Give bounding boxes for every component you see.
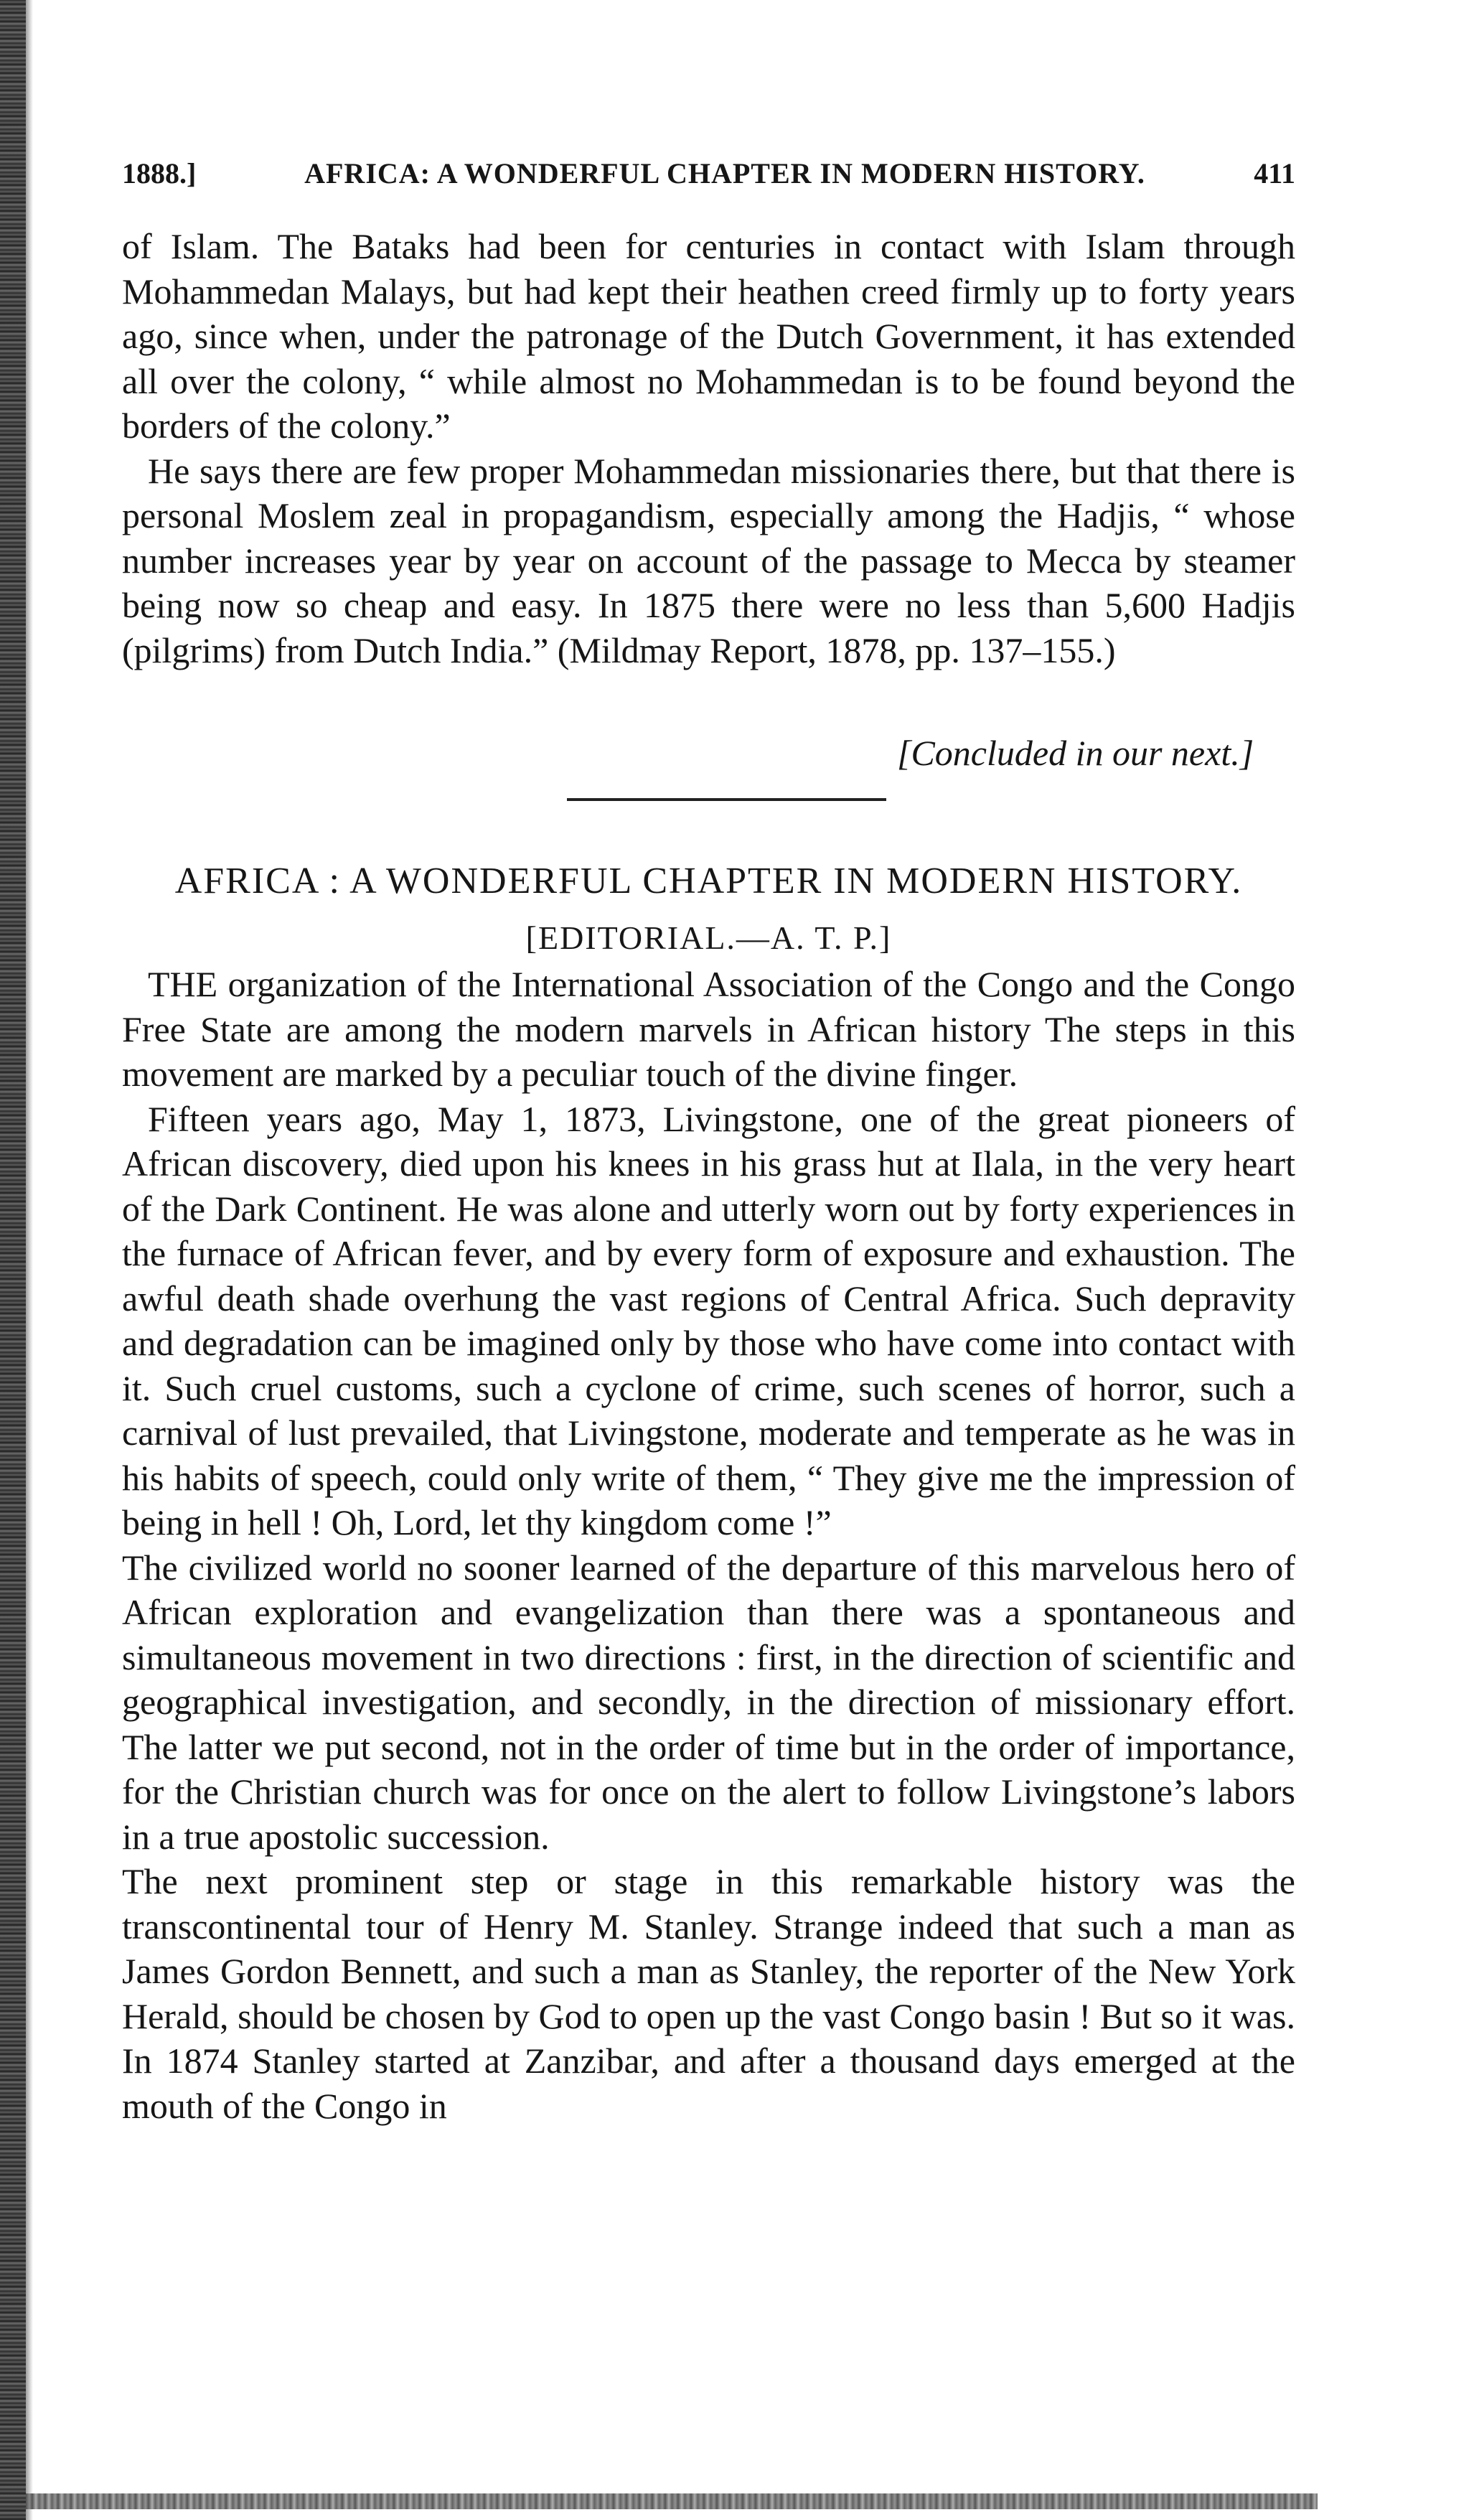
article-byline: [EDITORIAL.—A. T. P.] bbox=[525, 919, 892, 956]
previous-paragraph-1: of Islam. The Bataks had been for centuries in contact with Islam through Mohammedan Malays, but had kept their heathen creed firmly up to forty years ago, since when, under the patronage of the Dutch Government, it has extended all over the colony, “ while almost no Mohammedan is to be found beyond the borders of the colony.” bbox=[122, 226, 1295, 446]
article-paragraph-1: THE organization of the International Association of the Congo and the Congo Free State are among the modern marvels in African history The steps in this movement are marked by a peculiar touch of the divine finger. bbox=[122, 964, 1295, 1094]
header-running-title: AFRICA: A WONDERFUL CHAPTER IN MODERN HISTORY. bbox=[304, 157, 1145, 189]
book-spine-edge bbox=[0, 0, 26, 2520]
concluded-note: [Concluded in our next.] bbox=[897, 733, 1254, 773]
header-year: 1888.] bbox=[122, 157, 197, 189]
article-title: AFRICA : A WONDERFUL CHAPTER IN MODERN HISTORY. bbox=[174, 861, 1243, 901]
running-header bbox=[122, 156, 1295, 200]
article-paragraph-3: The civilized world no sooner learned of the departure of this marvelous hero of African exploration and evangelization than there was a spontaneous and simultaneous movement in two directions : first, in the direction of scientific and geographical investigation, and secondly, in the direction of missionary effort. The latter we put second, not in the order of time but in the order of importance, for the Christian church was for once on the alert to follow Livingstone’s labors in a true apostolic succession. bbox=[122, 1547, 1295, 1857]
article-paragraph-2: Fifteen years ago, May 1, 1873, Livingstone, one of the great pioneers of African discovery, died upon his knees in his grass hut at Ilala, in the very heart of the Dark Continent. He was alone and utterly worn out by forty experiences in the furnace of African fever, and by every form of exposure and exhaustion. The awful death shade overhung the vast regions of Central Africa. Such depravity and degradation can be imagined only by those who have come into contact with it. Such cruel customs, such a cyclone of crime, such scenes of horror, such a carnival of lust prevailed, that Livingstone, moderate and temperate as he was in his habits of speech, could only write of them, “ They give me the impression of being in hell ! Oh, Lord, let thy kingdom come !” bbox=[122, 1098, 1295, 1542]
section-divider bbox=[567, 798, 886, 801]
page-bottom-edge bbox=[26, 2493, 1318, 2509]
article-body bbox=[122, 962, 1295, 2128]
previous-article-body bbox=[122, 224, 1295, 673]
spine-shadow bbox=[26, 0, 33, 2520]
header-page-number: 411 bbox=[1254, 157, 1295, 189]
article-paragraph-4: The next prominent step or stage in this remarkable history was the transcontinental tour of Henry M. Stanley. Strange indeed that such a man as James Gordon Bennett, and such a man as Stanley, the reporter of the New York Herald, should be chosen by God to open up the vast Congo basin ! But so it was. In 1874 Stanley started at Zanzibar, and after a thousand days emerged at the mouth of the Congo in bbox=[122, 1861, 1295, 2126]
previous-paragraph-2: He says there are few proper Mohammedan missionaries there, but that there is personal Moslem zeal in propagandism, especially among the Hadjis, “ whose number increases year by year on account of the passage to Mecca by steamer being now so cheap and easy. In 1875 there were no less than 5,600 Hadjis (pilgrims) from Dutch India.” (Mildmay Report, 1878, pp. 137–155.) bbox=[122, 450, 1295, 670]
